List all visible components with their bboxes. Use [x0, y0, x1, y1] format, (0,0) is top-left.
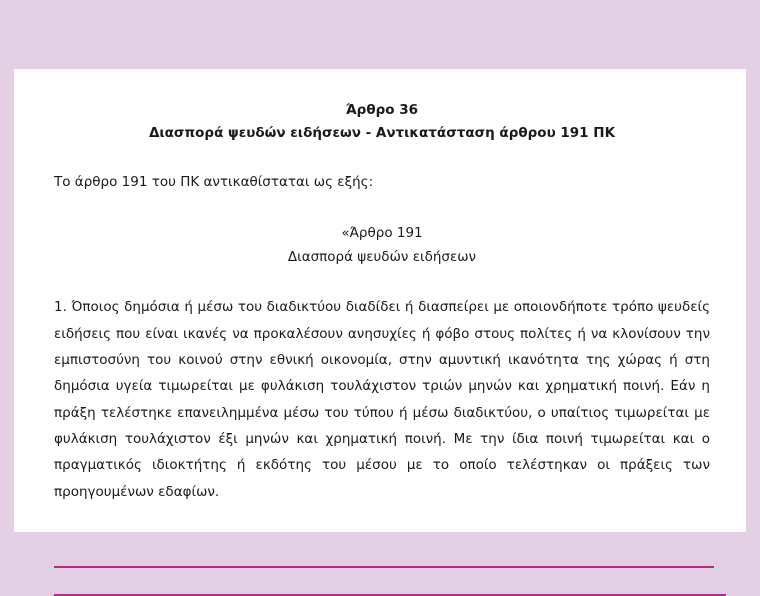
- quote-block: [54, 221, 710, 271]
- page-title: Άρθρο 36: [345, 102, 419, 118]
- intro-paragraph: Το άρθρο 191 του ΠΚ αντικαθίσταται ως εξής:: [54, 173, 374, 190]
- highlight-underline-1: [54, 566, 714, 568]
- main-paragraph-wrapper: [54, 294, 710, 505]
- document-body: [54, 99, 710, 505]
- page-subtitle: Διασπορά ψευδών ειδήσεων - Αντικατάσταση άρθρου 191 ΠΚ: [148, 124, 616, 141]
- main-paragraph: 1. Όποιος δημόσια ή μέσω του διαδικτύου διαδίδει ή διασπείρει με οποιονδήποτε τρόπο ψευδείς ειδήσεις που είναι ικανές να προκαλέσουν ανησυχίες ή φόβο στους πολίτες ή να κλονίσουν την εμπιστοσύνη του κοινού στην εθνική οικονομία, στην αμυντική ικανότητα της χώρας ή στη δημόσια υγεία τιμωρείται με φυλάκιση τουλάχιστον τριών μηνών και χρηματική ποινή. Εάν η πράξη τελέστηκε επανειλημμένα μέσω του τύπου ή μέσω διαδικτύου, ο υπαίτιος τιμωρείται με φυλάκιση τουλάχιστον έξι μηνών και χρηματική ποινή. Με την ίδια ποινή τιμωρείται και ο πραγματικός ιδιοκτήτης ή εκδότης του μέσου με το οποίο τελέστηκαν οι πράξεις των προηγουμένων εδαφίων.: [54, 299, 710, 500]
- quote-subheading: Διασπορά ψευδών ειδήσεων: [287, 249, 477, 266]
- document-page: [14, 69, 746, 532]
- title-block: [54, 99, 710, 145]
- quote-heading: «Άρθρο 191: [341, 224, 423, 241]
